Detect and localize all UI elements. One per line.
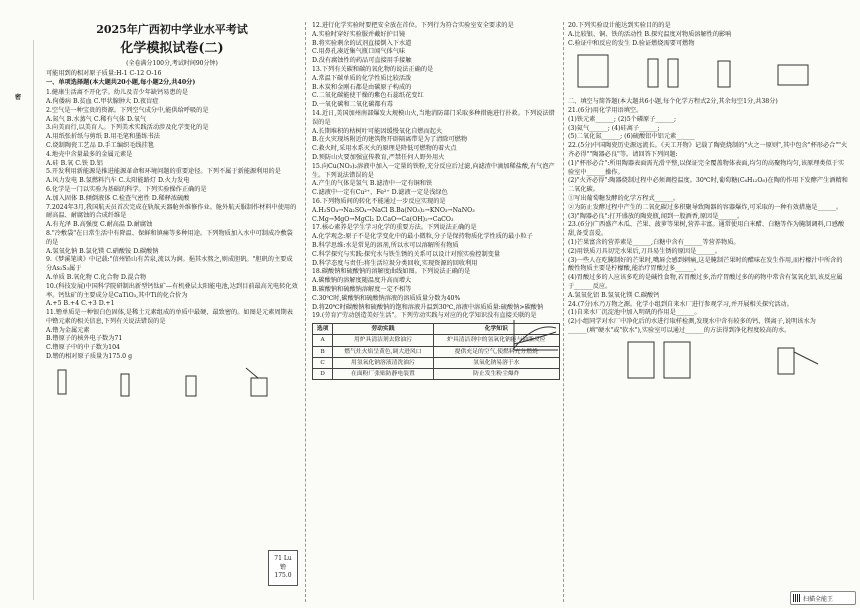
question-line: C.科学探究与实践:探究水与铁生锈的关系可以设计对照实验控制变量 [312,250,501,258]
element-name: 镥 [279,563,286,571]
question-line: (2)用铁质刀具切完水果后,刀具易生锈的原因是______。 [568,247,722,255]
question-line: D.镥的相对原子质量为175.0 g [46,353,133,361]
section-1-title: 一、单项选择题(本大题共20小题,每小题2分,共40分) [46,79,196,87]
question-line: 12.进行化学实验时要把安全放在首位。下列行为符合实验室安全要求的是 [312,22,514,29]
question-line: C.救火时,采用水系灭火的原理是降低可燃物的着火点 [312,145,457,153]
element-symbol: Lu [283,555,292,563]
question-line: (5)二氧化氮______; (6)硫酸铝中铝元素______ [568,133,695,141]
scanner-label: 扫描全能王 [803,595,834,603]
question-line: A.化学观念:原子不是化学变化中的最小微粒,分子是保持物质化学性质的最小粒子 [312,233,533,241]
question-line: 17.核心素养是学生学习化学的重要方法。下列说法正确的是 [312,224,477,232]
solubility-curve-figure [508,318,560,356]
paper-title: 化学模拟试卷(二) [120,40,224,56]
column-2 [312,22,560,380]
question-line: A.+5 B.+4 C.+3 D.+1 [46,300,115,308]
element-card [268,550,298,586]
scanner-watermark [790,591,856,605]
question-line: D.预防山火要加强宣传教育,严禁任何人野外用火 [312,153,445,161]
question-line: C.30℃时,碳酸钠和硫酸钠溶液的溶质质量分数为40% [312,294,461,302]
lab-operations-figure [46,364,292,398]
question-line: (3)"陶器必良":打开盛放的陶瓷瓶,闻到一股酒香,原因是______。 [568,212,744,220]
question-line: A.佝偻病 B.贫血 C.甲状腺肿大 D.夜盲症 [46,97,159,105]
question-line: D.将20℃时碳酸钠和硫酸钠的饱和溶液升温到30℃,溶液中溶质质量:硫酸钠>碳酸钠 [312,303,544,311]
question-line: 10.(科技发展)中国科学院研制出新型钙钛矿—有机叠层太阳能电池,达到目前最高光电转化效率。钙钛矿的主要成分是CaTiO₃,其中Ti的化合价为 [46,282,298,299]
purifier-figures [568,338,848,382]
atomic-number: 71 [274,555,282,563]
question-line: A.产生的气体是氢气 B.滤渣中一定有铜和铁 [312,180,433,188]
table-cell: 防止发生粉尘爆炸 [433,368,559,379]
table-cell: C [313,357,333,368]
table-row [313,368,560,379]
question-line: A.有光泽 B.高强度 C.耐高温 D.耐腐蚀 [46,221,153,229]
atomic-mass: 175.0 [274,572,292,580]
question-line: 13.下列有关碳和碳的氧化物的说法正确的是 [312,65,434,73]
question-line: A.氮气 B.水蒸气 C.稀有气体 D.氧气 [46,115,147,123]
question-line: A.碳酸钠的溶解度随温度升高而增大 [312,277,412,285]
question-line: (3)一些人在吃腌制好的芒果时,嘴唇会感到刺痛,这是腌制芒果时的醋味在发生作用,而柠檬汁中所含的酸性物质主要是柠檬酸,能治疗胃酸过多______。 [568,256,843,273]
binding-margin [3,40,34,600]
q20-apparatus-figure [568,49,844,93]
question-line: D.一氧化碳和二氧化碳都有毒 [312,101,393,109]
question-line: (1)铁元素______; (2)5个磷原子______; [568,115,677,123]
question-line: B.碳酸钠和硫酸钠溶解度一定不相等 [312,285,412,293]
question-line: A.氢氧化铝 B.氢氧化镁 C.碳酸钙 [568,291,660,299]
paper-meta: (全卷满分100分,考试时间90分钟) [126,60,218,68]
question-line: (2)小组同学对水厂中净化后的水进行取样检测,发现水中含有较多的钙、镁离子,说明该水为______(填"硬水"或"软水"),实验室可以通过______的方法得到净化程度较高的水。 [568,318,816,334]
question-line: 21.(6分)用化学用语填空。 [568,106,643,114]
question-line: 1.健康生活离不开化学。幼儿及青少年缺钙易患的是 [46,89,189,97]
question-line: C.验证中和反应的发生 D.验证燃烧需要可燃物 [568,39,695,47]
table-cell: 在面粉厂张贴防静电装置 [333,368,433,379]
question-line: (3)氦气______; (4)硅离子______; [568,124,660,132]
column-divider [563,22,564,602]
question-line: D.没有腐蚀性的药品可直接用手接触 [312,57,412,65]
question-line: (1)芒果富含的营养素是______,白糖中含有______等营养物质。 [568,238,740,246]
question-line: 22.(5分)中国陶瓷历史源远流长。《天工开物》记载了陶瓷烧制的"火之一原则",其中包含"杯形必合""火齐必得""陶器必良"等。请回答下列问题: [568,142,848,158]
question-line: 8."冷敷袋"在日常生活中有降温、保鲜和镇痛等多种用途。下列物质加入水中可制成冷敷袋的是 [46,229,293,246]
column-1 [46,22,298,580]
question-line: A.常温下碳单质的化学性质比较活泼 [312,74,412,82]
seal-mark: 密 [14,94,21,101]
question-line: C.烧制陶瓷工艺品 D.手工编织毛线挂毯 [46,141,154,149]
table-cell: D [313,368,333,379]
table-cell: 炉具清洁剂中的氢氧化钠能与油脂反应 [433,335,559,346]
solubility-chart [508,318,560,360]
question-list [568,22,848,48]
table-cell: B [313,346,333,357]
table-cell: 氢氧化钠易溶于水 [433,357,559,368]
question-line: 2.空气是一种宝贵的资源。下列空气成分中,能供给呼吸的是 [46,106,209,114]
question-line: C.镥原子中的中子数为104 [46,344,120,352]
table-header: 选项 [313,324,333,335]
question-line: A.单质 B.氧化物 C.化合物 D.混合物 [46,273,147,281]
question-line: A.加入固体 B.倾倒液体 C.检查气密性 D.稀释浓硫酸 [46,194,190,202]
question-line: 4.地壳中含量最多的金属元素是 [46,150,133,158]
table-header: 化学知识 [433,324,559,335]
question-line: B.木炭和金刚石都是由碳原子构成的 [312,83,412,91]
question-line: 6.化学是一门以实验为基础的科学。下列实验操作正确的是 [46,185,207,193]
question-list [568,98,848,336]
atomic-masses: 可能用到的相对原子质量:H-1 C-12 O-16 [46,69,162,77]
exam-name: 2025年广西初中学业水平考试 [96,23,248,36]
figure-row-q6 [46,364,298,398]
question-line: 20.下列实验设计能达到实验目的的是 [568,22,671,29]
table-cell: A [313,335,333,346]
question-line: (4)胃酸过多的人应该多吃的是碱性食物,若胃酸过多,治疗胃酸过多的药物中常含有氢氧化铝,该反应属于______反应。 [568,274,843,290]
question-line: 24.(7分)水乃万物之源。化学小组到自来水厂进行参观学习,并开展相关探究活动。 [568,300,793,308]
table-cell: 提供充足的空气,使燃料充分燃烧 [433,346,559,357]
question-line: (1)自来水厂沉淀池中加入明矾的作用是______。 [568,309,701,317]
question-line: ②为防止发酵过程中产生的二氧化碳过多积聚导致陶器的容器爆炸,可采取的一种有效措施是______。 [568,203,843,211]
question-line: A.风力发电 B.氢燃料汽车 C.太阳能路灯 D.火力发电 [46,177,190,185]
question-line: B.科学思维:水是常见的溶剂,所以水可以溶解所有物质 [312,241,459,249]
question-line: C.Mg→MgO→MgCl₂ D.CaO→Ca(OH)₂→CaCO₃ [312,215,454,223]
question-line: C.用鼻孔凑近集气瓶口闻气体气味 [312,48,406,56]
column-3 [568,22,848,382]
table-header: 劳动实践 [333,324,433,335]
question-line: 11.镥单质是一种银白色固体,是稀土元素组成的单质中最硬、最致密的。如图是元素周期表中镥元素的相关信息,下列有关说法错误的是 [46,309,293,325]
question-line: A.H₂SO₄→Na₂SO₄→NaCl B.Ba(NO₃)₂→KNO₃→NaNO₃ [312,206,475,214]
question-line: 14.近日,美国加州南部爆发大规模山火,当地消防部门采取多种措施进行扑救。下列说法错误的是 [312,109,555,126]
question-line: 18.碳酸钠和硫酸钠的溶解度曲线如图。下列说法正确的是 [312,268,471,276]
question-line: A.比较银、铜、铁的活动性 B.探究温度对物质溶解性的影响 [568,30,732,38]
question-list [312,22,560,321]
question-line: A.用纸张折纸与剪纸 B.用毛笔和墨练书法 [46,133,160,141]
table-cell: 用炉具清洁剂去除油污 [333,335,433,346]
water-plant-figure [588,338,718,382]
question-line: A.实验时穿好实验服并戴好护目镜 [312,30,406,38]
question-line: B.镥原子的核外电子数为71 [46,335,123,343]
question-line: A.氢氧化钠 B.氯化镁 C.硝酸铵 D.碳酸钠 [46,247,159,255]
question-line: 7.2024年3月,我国航天员首次完成在轨航天器舱外维修作业。舱外航天服制作材料中使用的耐高温、耐腐蚀的合成纤维是 [46,203,297,220]
question-line: B.将实验剩余的试剂直接倒入下水道 [312,39,412,47]
distillation-figure [758,338,828,382]
question-line: A.硅 B.氧 C.铁 D.铝 [46,159,103,167]
question-line: B.在火灾现场附近的建筑物开辟隔离带是为了清除可燃物 [312,136,468,144]
column-divider [305,22,306,602]
question-line: ①写出葡萄糖发酵的化学方程式______。 [568,194,680,202]
question-line: A.长期堆积的枯树叶可能因缓慢氧化自燃而起火 [312,127,443,135]
question-line: A.镥为金属元素 [46,326,90,334]
question-line: 3.向美而行,以美育人。下列美术实践活动涉及化学变化的是 [46,124,209,132]
question-line: C.二氧化碳能使干燥的紫色石蕊纸花变红 [312,92,424,100]
question-line: (2)"火齐必得":陶器烧制过程中必须调控温度。30℃时,葡萄糖(C₆H₁₂O₆)在陶的作用下发酵产生酒精和二氧化碳。 [568,177,848,194]
question-line: 9.《梦溪笔谈》中记载:"信州铅山有苦泉,流以为涧。挹其水熬之,则成胆矾。"胆矾的主要成分As₂S₃属于 [46,256,293,273]
qr-icon [793,594,801,602]
question-line: C.滤液中一定有Cu²⁺、Fe²⁺ D.滤液一定是浅绿色 [312,189,448,197]
question-line: D.科学态度与责任:将生活垃圾分类回收,实现资源的回收利用 [312,259,478,267]
question-line: 23.(6分)广西盛产木瓜、芒果、菠萝等果树,营养丰富。通常使用白米醋、白糖等作为腌制调料,口感酸甜,备受喜爱。 [568,221,845,238]
question-line: 19.(劳育)"劳动创造美好生活"。下列劳动实践与对应的化学知识没有直接关联的是 [312,312,537,320]
question-line: (1)"杯形必合":所用陶器表面需光滑平整,以保证完全覆盖物体表面,均匀的高聚物均匀,该原理类似于实验室中______操作。 [568,159,845,176]
question-line: 15.向Cu(NO₃)₂溶液中加入一定量的铁粉,充分反应后过滤,向滤渣中滴加稀盐酸,有气泡产生。下列说法错误的是 [312,162,555,179]
question-list [46,89,298,362]
table-cell: 用氢氧化钠溶液清洗油污 [333,357,433,368]
question-line: 5.开发利用新能源是推进能源革命和环境问题的重要途径。下列不属于新能源利用的是 [46,168,281,176]
question-line: 二、填空与简答题(本大题共6小题,每个化学方程式2分,其余每空1分,共38分) [568,98,778,106]
question-line: 16.下列物质间的转化不能通过一步反应实现的是 [312,197,446,205]
table-cell: 燃气灶火焰呈黄色,调大进风口 [333,346,433,357]
